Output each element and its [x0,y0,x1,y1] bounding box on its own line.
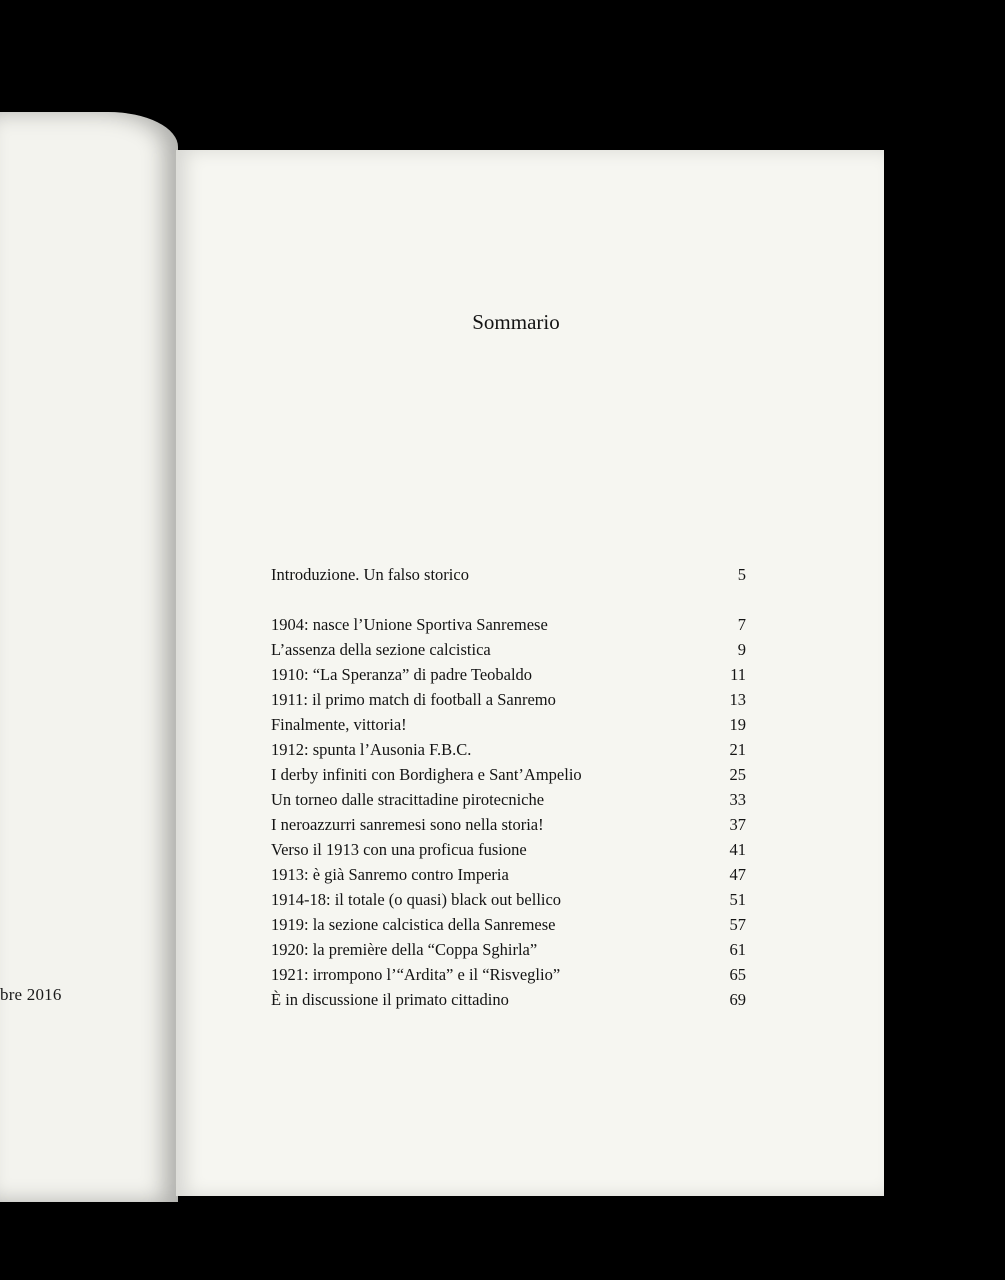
toc-entry-page-number: 65 [729,965,746,984]
toc-entry-page-number: 21 [729,740,746,759]
toc-entry-page-number: 33 [729,790,746,809]
toc-entry-title: I derby infiniti con Bordighera e Sant’Ampelio [271,765,582,784]
toc-entry-page-number: 47 [729,865,746,884]
toc-entry [271,637,746,662]
toc-entry [271,662,746,687]
toc-entry [271,812,746,837]
date-fragment: bre 2016 [0,985,62,1004]
toc-entry [271,562,746,587]
toc-entry-title: I neroazzurri sanremesi sono nella storia! [271,815,544,834]
toc-entry [271,712,746,737]
toc-entry-page-number: 37 [729,815,746,834]
toc-entry [271,962,746,987]
toc-entry-title: 1904: nasce l’Unione Sportiva Sanremese [271,615,548,634]
toc-entry-page-number: 19 [729,715,746,734]
toc-entry-page-number: 9 [737,640,746,659]
toc-entry-title: 1921: irrompono l’“Ardita” e il “Risveglio” [271,965,561,984]
toc-entry-title: Introduzione. Un falso storico [271,565,469,584]
toc-entry-title: Un torneo dalle stracittadine pirotecniche [271,790,545,809]
toc-entry-title: Finalmente, vittoria! [271,715,407,734]
toc-entry-title: 1910: “La Speranza” di padre Teobaldo [271,665,533,684]
toc-entry-page-number: 5 [737,565,746,584]
toc-entry-page-number: 25 [729,765,746,784]
toc-entry [271,887,746,912]
toc-entry-page-number: 69 [729,990,746,1009]
toc-entry-title: 1920: la première della “Coppa Sghirla” [271,940,538,959]
toc-entry-page-number: 61 [729,940,746,959]
toc-entry [271,612,746,637]
toc-entry-page-number: 51 [729,890,746,909]
right-page [176,150,884,1196]
toc-entry-title: L’assenza della sezione calcistica [271,640,491,659]
toc-entry-page-number: 11 [730,665,746,684]
toc-entry-page-number: 7 [737,615,746,634]
toc-entry-page-number: 13 [729,690,746,709]
left-page [0,112,178,1202]
toc-entry-title: 1919: la sezione calcistica della Sanremese [271,915,556,934]
toc-entry-title: 1911: il primo match di football a Sanremo [271,690,556,709]
toc-entry-title: 1912: spunta l’Ausonia F.B.C. [271,740,472,759]
toc-entry [271,862,746,887]
toc-entry [271,762,746,787]
toc-entry-page-number: 41 [729,840,746,859]
toc-entry-title: 1913: è già Sanremo contro Imperia [271,865,509,884]
toc-entry [271,737,746,762]
toc-entry-title: Verso il 1913 con una proficua fusione [271,840,527,859]
toc-entry [271,937,746,962]
toc-entry [271,837,746,862]
toc-entry [271,687,746,712]
toc-entry-title: 1914-18: il totale (o quasi) black out bellico [271,890,562,909]
toc-entry-title: È in discussione il primato cittadino [271,990,509,1009]
page-title: Sommario [472,310,560,334]
toc-entry [271,787,746,812]
toc-entry [271,912,746,937]
toc-entry-page-number: 57 [729,915,746,934]
table-of-contents [271,562,746,1012]
toc-entry [271,987,746,1012]
